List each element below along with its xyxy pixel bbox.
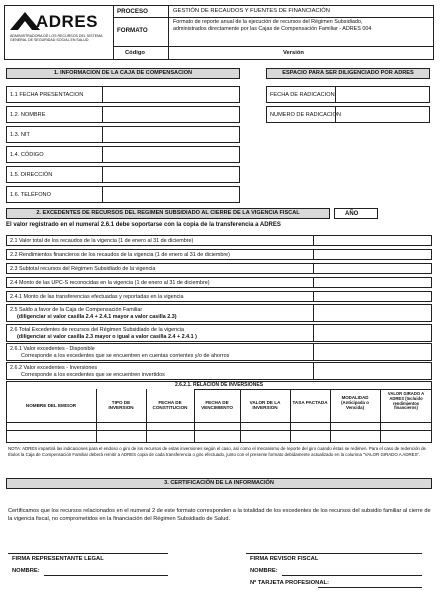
logo [8,10,108,54]
nota-text: NOTA: ADRES impartirá las indicaciones para el endoso o giro de los recursos de estas inversiones según el caso, así como el mecanismo de reporte del giro cuando éstas se redimen. Para el caso de redención de títulos la Caja de Compensación Familiar deberá remitir a ADRES copia de cada transferencia o giro efectuado, junto con el presente formato debidamente actualizado en la columna "VALOR GIRADO A ADRES". [8,446,426,457]
formato-label: FORMATO [117,27,148,34]
row-2-4[interactable]: 2.4 Monto de las UPC-S reconocidas en la vigencia (1 de enero al 31 de diciembre) [6,277,432,288]
field-codigo[interactable]: 1.4. CÓDIGO [6,146,240,163]
section1-title: 1. INFORMACION DE LA CAJA DE COMPENSACION [6,68,240,79]
proceso-label: PROCESO [117,8,148,15]
year-label: AÑO [345,211,359,217]
section3-title: 3. CERTIFICACIÓN DE LA INFORMACIÓN [6,478,432,489]
field-direccion[interactable]: 1.5. DIRECCIÓN [6,166,240,183]
row-2-2[interactable]: 2.2 Rendimientos financieros de los recaudos de la vigencia (1 de enero al 31 de diciembre) [6,249,432,260]
row-2-6[interactable]: 2.6 Total Excedentes de recursos del Régimen Subsidiado de la vigencia (diligenciar si valor casilla 2.3 mayor o igual a valor casilla 2.4 + 2.4.1 ) [6,324,432,342]
row-2-1[interactable]: 2.1 Valor total de los recaudos de la vigencia (1 de enero al 31 de diciembre) [6,235,432,246]
section3-text: Certificamos que los recursos relacionados en el numeral 2 de este formato corresponden a la totalidad de los excedentes de los recursos del subsidio familiar al cierre de la vigencia fiscal, no comprometidos en la financiación del Régimen Subsidiado de Salud. [8,508,431,523]
adres-space-title: ESPACIO PARA SER DILIGENCIADO POR ADRES [266,68,430,79]
investments-title: 2.6.2.1. RELACION DE INVERSIONES [174,382,264,388]
col-fecha-constitucion: FECHA DE CONSTITUCION [152,400,188,411]
section2-title: 2. EXCEDENTES DE RECURSOS DEL REGIMEN SUBSIDIADO AL CIERRE DE LA VIGENCIA FISCAL [6,208,330,219]
field-numero-radicacion[interactable]: NUMERO DE RADICACION [266,106,430,123]
sig-right-card: Nº TARJETA PROFESIONAL: [250,580,329,586]
sig-left-name: NOMBRE: [12,568,40,574]
field-nombre[interactable]: 1.2. NOMBRE [6,106,240,123]
investments-table [6,381,432,443]
row-2-6-2[interactable]: 2.6.2 Valor excedentes - Inversiones Corresponde a los excedentes que se encuentren invertidos [6,362,432,380]
sig-right-card-line[interactable] [318,587,422,588]
row-2-4-1[interactable]: 2.4.1 Monto de las transferencias efectuadas y reportadas en la vigencia [6,291,432,302]
codigo-label: Código [125,50,145,56]
section2-note: El valor registrado en el numeral 2.6.1 debe soportarse con la copia de la transferencia a ADRES [6,222,281,228]
col-tasa: TASA PACTADA [292,400,328,405]
col-fecha-vencimiento: FECHA DE VENCIMIENTO [201,400,233,411]
col-emisor: NOMBRE DEL EMISOR [25,403,77,408]
row-2-5[interactable]: 2.5 Saldo a favor de la Caja de Compensación Familiar (diligenciar si valor casilla 2.4 + 2.4.1 mayor a valor casilla 2.3) [6,304,432,322]
field-fecha-radicacion[interactable]: FECHA DE RADICACION [266,86,430,103]
sig-left-title: FIRMA REPRESENTANTE LEGAL [12,556,104,562]
formato-value: Formato de reporte anual de la ejecución de recursos del Régimen Subsidiado, administrados directamente por las Cajas de Compensación Familiar - ADRES 004 [173,19,372,33]
col-modalidad: MODALIDAD (Anticipada o Vencida) [341,395,369,411]
row-2-6-1[interactable]: 2.6.1 Valor excedentes - Disponible Corresponde a los excedentes que se encuentren en cuentas corrientes y/o de ahorros [6,343,432,361]
sig-right-name: NOMBRE: [250,568,278,574]
logo-text: ADRES [36,12,99,31]
year-field[interactable] [334,208,378,219]
proceso-value: GESTIÓN DE RECAUDOS Y FUENTES DE FINANCIACIÓN [173,8,330,14]
col-valor: VALOR DE LA INVERSION [249,400,281,411]
sig-left-name-line[interactable] [44,575,168,576]
logo-subtitle: ADMINISTRADORA DE LOS RECURSOS DEL SISTEMA GENERAL DE SEGURIDAD SOCIAL EN SALUD [10,34,103,43]
row-2-3[interactable]: 2.3 Subtotal recursos del Régimen Subsidiado de la vigencia [6,263,432,274]
col-valor-girado: VALOR GIRADO A ADRES (Incluido rendimientos financieros) [387,391,425,411]
sig-right-name-line[interactable] [282,575,422,576]
sig-right-title: FIRMA REVISOR FISCAL [250,556,319,562]
col-tipo: TIPO DE INVERSION [108,400,134,411]
field-telefono[interactable]: 1.6. TELÉFONO [6,186,240,203]
version-label: Versión [283,50,304,56]
field-nit[interactable]: 1.3. NIT [6,126,240,143]
field-fecha-presentacion[interactable]: 1.1 FECHA PRESENTACION [6,86,240,103]
